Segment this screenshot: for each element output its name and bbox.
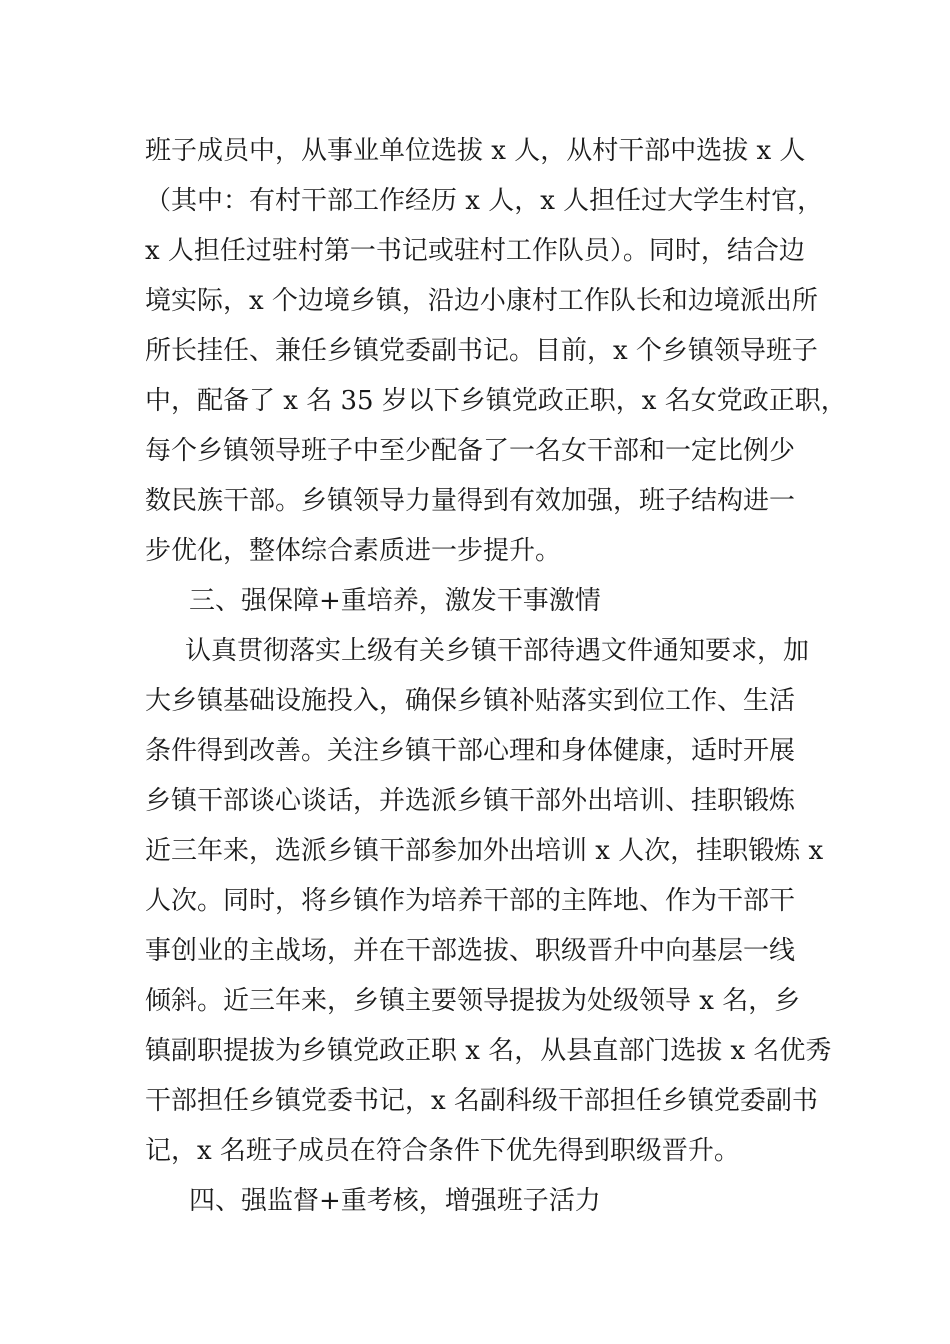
- text-line: 记，x 名班子成员在符合条件下优先得到职级晋升。: [145, 1136, 740, 1166]
- text-line: 中，配备了 x 名 35 岁以下乡镇党政正职，x 名女党政正职，: [145, 386, 847, 416]
- text-line: 数民族干部。乡镇领导力量得到有效加强，班子结构进一: [145, 486, 796, 516]
- text-line: 人次。同时，将乡镇作为培养干部的主阵地、作为干部干: [145, 886, 796, 916]
- paragraph-2: [145, 626, 832, 1176]
- text-line: x 人担任过驻村第一书记或驻村工作队员）。同时，结合边: [145, 236, 805, 266]
- text-line: 事创业的主战场，并在干部选拔、职级晋升中向基层一线: [145, 936, 796, 966]
- text-line: 乡镇干部谈心谈话，并选派乡镇干部外出培训、挂职锻炼: [145, 786, 796, 816]
- section-heading-3: 三、强保障+重培养，激发干事激情: [189, 586, 601, 616]
- text-line: 近三年来，选派乡镇干部参加外出培训 x 人次，挂职锻炼 x: [145, 836, 824, 866]
- paragraph-1: [145, 126, 847, 576]
- text-line: 所长挂任、兼任乡镇党委副书记。目前，x 个乡镇领导班子: [145, 336, 818, 366]
- section-heading-4: 四、强监督+重考核，增强班子活力: [189, 1186, 601, 1216]
- text-line: 镇副职提拔为乡镇党政正职 x 名，从县直部门选拔 x 名优秀: [145, 1036, 832, 1066]
- text-line: 认真贯彻落实上级有关乡镇干部待遇文件通知要求，加: [185, 636, 810, 666]
- text-line: 每个乡镇领导班子中至少配备了一名女干部和一定比例少: [145, 436, 796, 466]
- text-line: 境实际，x 个边境乡镇，沿边小康村工作队长和边境派出所: [145, 286, 818, 316]
- text-line: （其中：有村干部工作经历 x 人，x 人担任过大学生村官，: [145, 186, 824, 216]
- text-line: 条件得到改善。关注乡镇干部心理和身体健康，适时开展: [145, 736, 796, 766]
- document-body: [145, 126, 847, 1226]
- text-line: 步优化，整体综合素质进一步提升。: [145, 536, 562, 566]
- text-line: 倾斜。近三年来，乡镇主要领导提拔为处级领导 x 名，乡: [145, 986, 801, 1016]
- text-line: 干部担任乡镇党委书记，x 名副科级干部担任乡镇党委副书: [145, 1086, 818, 1116]
- text-line: 班子成员中，从事业单位选拔 x 人，从村干部中选拔 x 人: [145, 136, 806, 166]
- text-line: 大乡镇基础设施投入，确保乡镇补贴落实到位工作、生活: [145, 686, 796, 716]
